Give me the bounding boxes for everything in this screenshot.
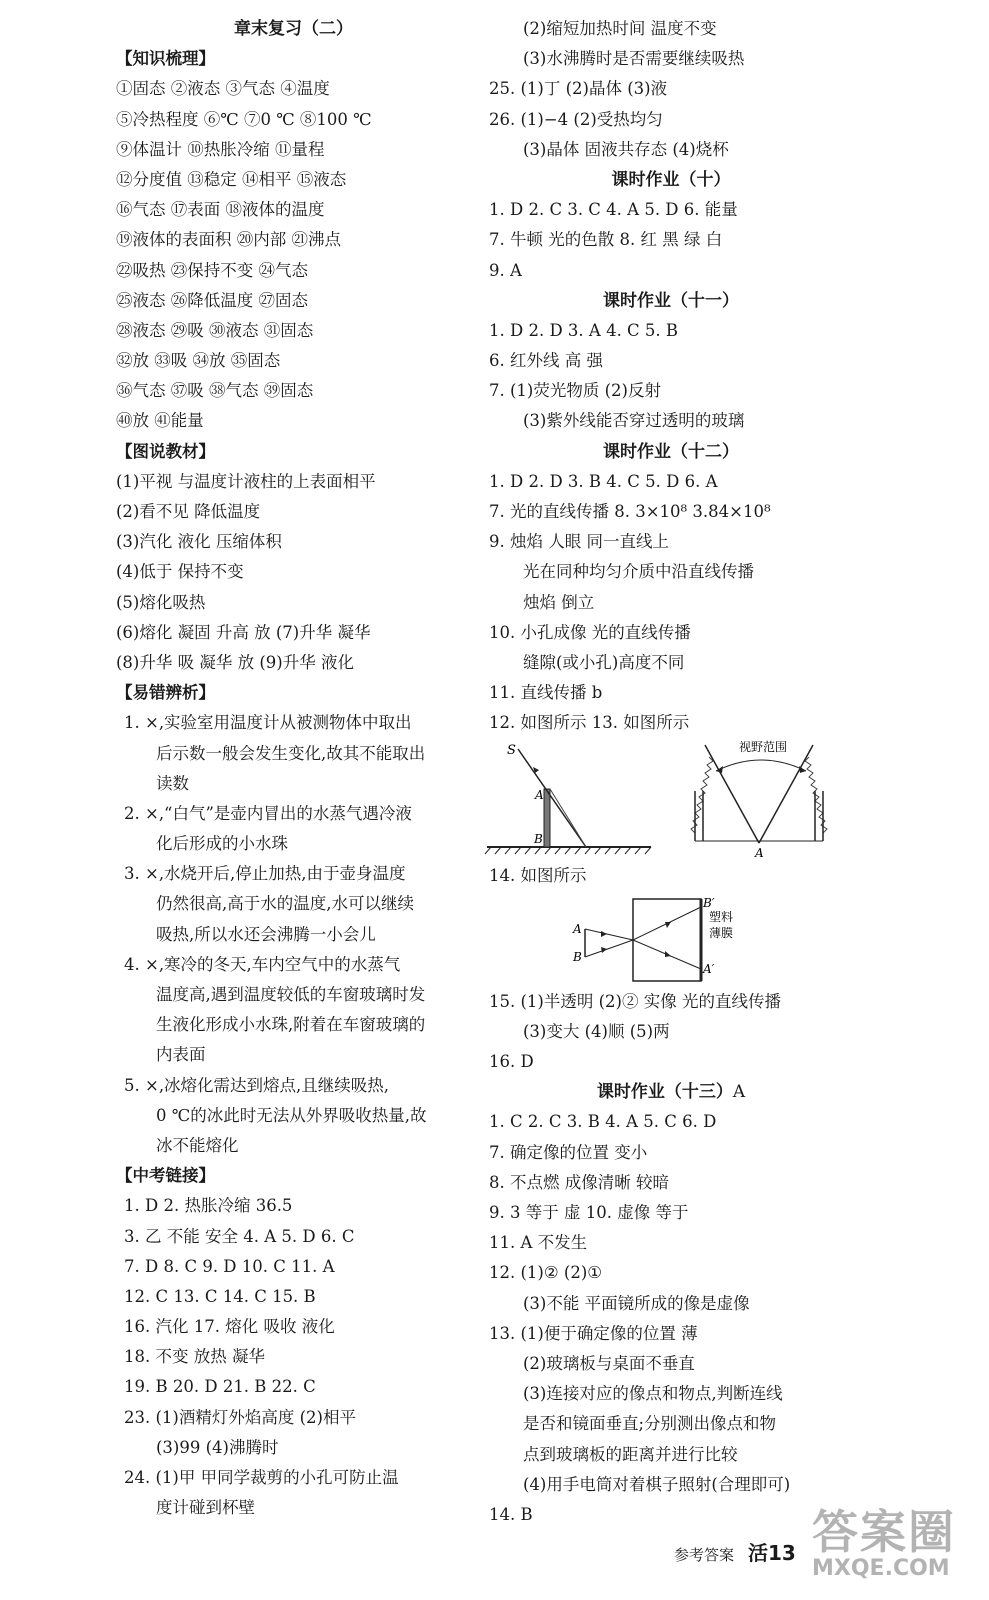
answer-line: 3. ×,水烧开后,停止加热,由于壶身温度 bbox=[124, 864, 406, 884]
label-s: S bbox=[507, 742, 516, 758]
answer-line: ①固态 ②液态 ③气态 ④温度 bbox=[116, 79, 330, 99]
section-heading-mistakes: 【易错辨析】 bbox=[116, 683, 215, 703]
ground-hatching bbox=[485, 847, 651, 854]
label-a-prime: A′ bbox=[703, 961, 715, 976]
answer-line: 6. 红外线 高 强 bbox=[489, 351, 603, 371]
answer-line: 光在同种均匀介质中沿直线传播 bbox=[523, 562, 754, 582]
answer-line: (2)缩短加热时间 温度不变 bbox=[523, 19, 717, 38]
arrow-a bbox=[601, 931, 607, 937]
label-a14: A bbox=[573, 921, 582, 936]
answer-line: 吸热,所以水还会沸腾一小会儿 bbox=[156, 924, 376, 944]
page-footer bbox=[674, 1537, 796, 1566]
answer-line: 内表面 bbox=[156, 1045, 206, 1065]
light-ray bbox=[518, 749, 586, 847]
answer-line: (3)晶体 固液共存态 (4)烧杯 bbox=[523, 139, 729, 159]
answer-line: ㉒吸热 ㉓保持不变 ㉔气态 bbox=[116, 260, 308, 280]
figures-12-13 bbox=[481, 739, 861, 861]
answer-line: 23. (1)酒精灯外焰高度 (2)相平 bbox=[124, 1407, 356, 1427]
homework-12-title: 课时作业（十二） bbox=[603, 441, 739, 462]
homework-11-title: 课时作业（十一） bbox=[603, 290, 739, 311]
label-film-2: 薄膜 bbox=[709, 925, 734, 940]
arrow-a-out bbox=[665, 951, 671, 957]
answer-line: 1. D 2. 热胀冷缩 36.5 bbox=[124, 1196, 293, 1216]
answer-line: 12. C 13. C 14. C 15. B bbox=[124, 1286, 316, 1306]
answer-line: (3)紫外线能否穿过透明的玻璃 bbox=[523, 411, 745, 431]
answer-line: 0 ℃的冰此时无法从外界吸收热量,故 bbox=[156, 1105, 427, 1125]
answer-line: (3)99 (4)沸腾时 bbox=[156, 1437, 279, 1457]
answer-line: ⑫分度值 ⑬稳定 ⑭相平 ⑮液态 bbox=[116, 169, 347, 189]
section-heading-textbook: 【图说教材】 bbox=[116, 441, 215, 461]
answer-line: 16. D bbox=[489, 1052, 534, 1072]
page-number: 活13 bbox=[748, 1541, 796, 1565]
answer-line: 7. D 8. C 9. D 10. C 11. A bbox=[124, 1256, 335, 1276]
answer-line: 12. 如图所示 13. 如图所示 bbox=[489, 713, 690, 733]
answer-line: 14. B bbox=[489, 1504, 533, 1524]
answer-line: 仍然很高,高于水的温度,水可以继续 bbox=[156, 894, 414, 914]
answer-line: 1. D 2. C 3. C 4. A 5. D 6. 能量 bbox=[489, 200, 738, 220]
answer-line: 是否和镜面垂直;分别测出像点和物 bbox=[523, 1414, 777, 1434]
homework-13-title-text: 课时作业（十三） bbox=[596, 1082, 733, 1103]
shadow-line bbox=[550, 789, 586, 847]
pole bbox=[544, 789, 550, 847]
answer-line: 8. 不点燃 成像清晰 较暗 bbox=[489, 1172, 669, 1192]
answer-line: 冰不能熔化 bbox=[156, 1135, 239, 1155]
answer-line: (2)看不见 降低温度 bbox=[116, 502, 261, 521]
watermark-logo bbox=[812, 1496, 956, 1581]
footer-label: 参考答案 bbox=[674, 1546, 735, 1564]
answer-line: 24. (1)甲 甲同学裁剪的小孔可防止温 bbox=[124, 1468, 399, 1487]
answer-line: 26. (1)−4 (2)受热均匀 bbox=[489, 109, 663, 129]
answer-line: 缝隙(或小孔)高度不同 bbox=[523, 652, 685, 672]
view-arc bbox=[716, 760, 806, 771]
answer-line: ⑨体温计 ⑩热胀冷缩 ⑪量程 bbox=[116, 139, 325, 159]
answer-line: 12. (1)② (2)① bbox=[489, 1263, 603, 1283]
answer-line: 15. (1)半透明 (2)② 实像 光的直线传播 bbox=[489, 991, 781, 1011]
answer-line: 读数 bbox=[156, 773, 189, 793]
chapter-review-title: 章末复习（二） bbox=[234, 19, 353, 39]
answer-line: 点到玻璃板的距离并进行比较 bbox=[523, 1444, 738, 1464]
answer-line: 5. ×,冰熔化需达到熔点,且继续吸热, bbox=[124, 1075, 390, 1095]
right-column bbox=[481, 14, 861, 1530]
answer-line: (2)玻璃板与桌面不垂直 bbox=[523, 1353, 695, 1373]
answer-line: (3)汽化 液化 压缩体积 bbox=[116, 532, 282, 552]
arc-arrow-right bbox=[799, 766, 806, 773]
label-film-1: 塑料 bbox=[709, 909, 734, 924]
answer-line: ⑤冷热程度 ⑥℃ ⑦0 ℃ ⑧100 ℃ bbox=[116, 109, 372, 129]
label-view-range: 视野范围 bbox=[739, 739, 788, 754]
watermark-text: 答案圈 bbox=[812, 1505, 956, 1559]
arrow-b-out bbox=[665, 922, 671, 928]
answer-line: 1. ×,实验室用温度计从被测物体中取出 bbox=[124, 713, 412, 733]
answer-line: (4)低于 保持不变 bbox=[116, 562, 244, 582]
answer-line: 10. 小孔成像 光的直线传播 bbox=[489, 622, 691, 642]
answer-line: 7. 确定像的位置 变小 bbox=[489, 1142, 648, 1162]
answer-line: 4. ×,寒冷的冬天,车内空气中的水蒸气 bbox=[124, 954, 401, 974]
figure-14 bbox=[481, 891, 861, 987]
answer-line: (3)水沸腾时是否需要继续吸热 bbox=[523, 49, 745, 69]
answer-line: 9. 3 等于 虚 10. 虚像 等于 bbox=[489, 1203, 689, 1222]
answer-line: 1. D 2. D 3. B 4. C 5. D 6. A bbox=[489, 471, 718, 491]
answer-line: 2. ×,“白气”是壶内冒出的水蒸气遇冷液 bbox=[124, 803, 412, 823]
answer-line: (6)熔化 凝固 升高 放 (7)升华 凝华 bbox=[116, 622, 371, 642]
answer-line: 19. B 20. D 21. B 22. C bbox=[124, 1377, 316, 1397]
answer-line: (3)变大 (4)顺 (5)两 bbox=[523, 1021, 670, 1041]
answer-line: 16. 汽化 17. 熔化 吸收 液化 bbox=[124, 1317, 335, 1337]
answer-line: (1)平视 与温度计液柱的上表面相平 bbox=[116, 471, 376, 491]
label-a: A bbox=[535, 787, 544, 802]
answer-line: ㊵放 ㊶能量 bbox=[116, 411, 204, 431]
figure-12-13-svg bbox=[481, 739, 861, 861]
section-heading-knowledge: 【知识梳理】 bbox=[116, 49, 215, 69]
answer-line: 11. 直线传播 b bbox=[489, 683, 603, 703]
answer-line: (3)不能 平面镜所成的像是虚像 bbox=[523, 1293, 750, 1313]
watermark-url: MXQE.COM bbox=[812, 1556, 950, 1581]
answer-line: 7. 光的直线传播 8. 3×10⁸ 3.84×10⁸ bbox=[489, 502, 771, 521]
answer-line: ㉜放 ㉝吸 ㉞放 ㉟固态 bbox=[116, 351, 281, 371]
answer-line: ㊱气态 ㊲吸 ㊳气态 ㊴固态 bbox=[116, 381, 314, 401]
answer-line: (5)熔化吸热 bbox=[116, 592, 206, 612]
homework-13-title bbox=[481, 1077, 861, 1107]
answer-line: (8)升华 吸 凝华 放 (9)升华 液化 bbox=[116, 652, 354, 672]
answer-line: 13. (1)便于确定像的位置 薄 bbox=[489, 1323, 698, 1343]
answer-line: 18. 不变 放热 凝华 bbox=[124, 1347, 265, 1367]
answer-line: 7. (1)荧光物质 (2)反射 bbox=[489, 381, 661, 401]
answer-line: (4)用手电筒对着棋子照射(合理即可) bbox=[523, 1474, 791, 1494]
answer-line: 化后形成的小水珠 bbox=[156, 834, 288, 854]
answer-line: 生液化形成小水珠,附着在车窗玻璃的 bbox=[156, 1015, 426, 1035]
label-a13: A bbox=[755, 845, 764, 860]
figure-14-svg bbox=[481, 891, 861, 987]
answer-line: 14. 如图所示 bbox=[489, 865, 587, 885]
answer-line: 度计碰到杯壁 bbox=[156, 1498, 255, 1518]
homework-13-suffix: A bbox=[732, 1082, 746, 1103]
answer-line: 1. D 2. D 3. A 4. C 5. B bbox=[489, 320, 679, 340]
answer-line: 9. A bbox=[489, 260, 522, 280]
ray-b-in bbox=[585, 940, 633, 957]
answer-line: 11. A 不发生 bbox=[489, 1233, 588, 1253]
homework-10-title: 课时作业（十） bbox=[611, 169, 731, 190]
answer-line: 烛焰 倒立 bbox=[523, 592, 595, 612]
label-b14: B bbox=[573, 949, 582, 964]
answer-line: 7. 牛顿 光的色散 8. 红 黑 绿 白 bbox=[489, 230, 723, 250]
answer-line: ㉘液态 ㉙吸 ㉚液态 ㉛固态 bbox=[116, 320, 314, 340]
label-b-prime: B′ bbox=[703, 895, 715, 910]
box bbox=[633, 899, 701, 981]
ray-a-in bbox=[585, 929, 633, 940]
answer-line: 1. C 2. C 3. B 4. A 5. C 6. D bbox=[489, 1112, 717, 1132]
answer-line: ㉕液态 ㉖降低温度 ㉗固态 bbox=[116, 290, 308, 310]
section-heading-exam: 【中考链接】 bbox=[116, 1166, 215, 1186]
answer-line: (3)连接对应的像点和物点,判断连线 bbox=[523, 1384, 783, 1404]
answer-line: 25. (1)丁 (2)晶体 (3)液 bbox=[489, 79, 668, 99]
answer-line: ⑯气态 ⑰表面 ⑱液体的温度 bbox=[116, 200, 325, 220]
answer-line: 3. 乙 不能 安全 4. A 5. D 6. C bbox=[124, 1226, 355, 1246]
left-column bbox=[116, 14, 471, 1523]
answer-line: ⑲液体的表面积 ⑳内部 ㉑沸点 bbox=[116, 230, 341, 250]
answer-line: 温度高,遇到温度较低的车窗玻璃时发 bbox=[156, 985, 426, 1004]
answer-line: 后示数一般会发生变化,故其不能取出 bbox=[156, 743, 426, 763]
label-b: B bbox=[534, 831, 543, 846]
answer-line: 9. 烛焰 人眼 同一直线上 bbox=[489, 532, 669, 552]
sight-line-left bbox=[705, 745, 759, 843]
